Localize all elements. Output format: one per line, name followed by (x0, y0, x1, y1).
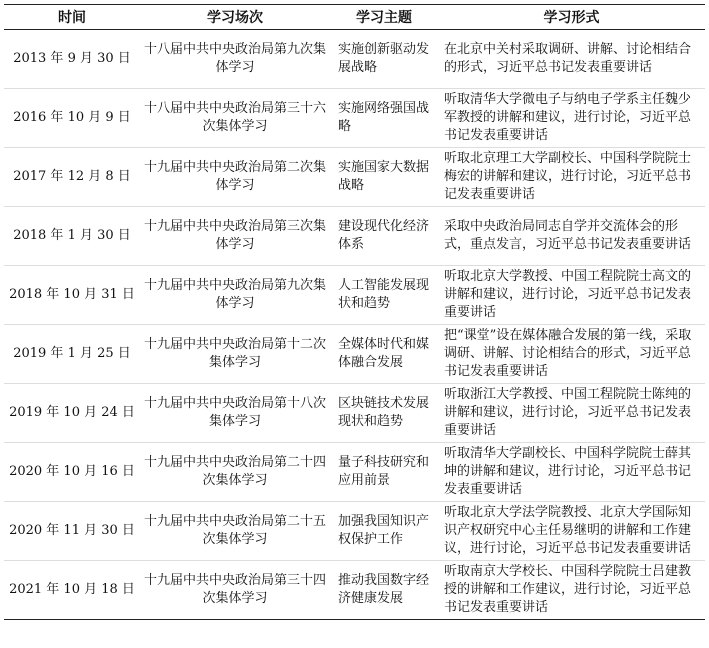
table-row (4, 325, 705, 384)
table-row (4, 89, 705, 148)
cell-topic: 建设现代化经济体系 (330, 207, 438, 266)
cell-topic: 量子科技研究和应用前景 (330, 443, 438, 502)
table-row (4, 384, 705, 443)
table-row (4, 207, 705, 266)
cell-time: 2020 年 11 月 30 日 (4, 502, 140, 561)
table-row (4, 561, 705, 620)
header-session: 学习场次 (140, 5, 330, 30)
table-row (4, 30, 705, 89)
cell-time: 2017 年 12 月 8 日 (4, 148, 140, 207)
cell-time: 2019 年 10 月 24 日 (4, 384, 140, 443)
header-topic: 学习主题 (330, 5, 438, 30)
cell-session: 十九届中共中央政治局第二十五次集体学习 (140, 502, 330, 561)
cell-form: 在北京中关村采取调研、讲解、讨论相结合的形式，习近平总书记发表重要讲话 (438, 30, 705, 89)
cell-time: 2018 年 1 月 30 日 (4, 207, 140, 266)
table-row (4, 443, 705, 502)
cell-session: 十八届中共中央政治局第三十六次集体学习 (140, 89, 330, 148)
cell-topic: 人工智能发展现状和趋势 (330, 266, 438, 325)
cell-session: 十九届中共中央政治局第三次集体学习 (140, 207, 330, 266)
header-form: 学习形式 (438, 5, 705, 30)
cell-topic: 推动我国数字经济健康发展 (330, 561, 438, 620)
cell-time: 2019 年 1 月 25 日 (4, 325, 140, 384)
cell-topic: 实施创新驱动发展战略 (330, 30, 438, 89)
cell-form: 把“课堂”设在媒体融合发展的第一线，采取调研、讲解、讨论相结合的形式，习近平总书记发表重要讲话 (438, 325, 705, 384)
cell-form: 听取北京大学教授、中国工程院院士高文的讲解和建议，进行讨论，习近平总书记发表重要讲话 (438, 266, 705, 325)
table-row (4, 502, 705, 561)
cell-session: 十九届中共中央政治局第二次集体学习 (140, 148, 330, 207)
cell-topic: 实施国家大数据战略 (330, 148, 438, 207)
cell-session: 十九届中共中央政治局第十八次集体学习 (140, 384, 330, 443)
cell-session: 十九届中共中央政治局第九次集体学习 (140, 266, 330, 325)
cell-session: 十八届中共中央政治局第九次集体学习 (140, 30, 330, 89)
cell-time: 2016 年 10 月 9 日 (4, 89, 140, 148)
cell-form: 听取北京大学法学院教授、北京大学国际知识产权研究中心主任易继明的讲解和工作建议，进行讨论，习近平总书记发表重要讲话 (438, 502, 705, 561)
table-row (4, 266, 705, 325)
table-row (4, 148, 705, 207)
cell-form: 采取中央政治局同志自学并交流体会的形式，重点发言，习近平总书记发表重要讲话 (438, 207, 705, 266)
cell-time: 2013 年 9 月 30 日 (4, 30, 140, 89)
cell-time: 2018 年 10 月 31 日 (4, 266, 140, 325)
cell-session: 十九届中共中央政治局第十二次集体学习 (140, 325, 330, 384)
cell-session: 十九届中共中央政治局第二十四次集体学习 (140, 443, 330, 502)
header-time: 时间 (4, 5, 140, 30)
cell-form: 听取清华大学微电子与纳电子学系主任魏少军教授的讲解和建议，进行讨论，习近平总书记发表重要讲话 (438, 89, 705, 148)
cell-topic: 区块链技术发展现状和趋势 (330, 384, 438, 443)
cell-topic: 全媒体时代和媒体融合发展 (330, 325, 438, 384)
study-sessions-table (4, 4, 705, 620)
cell-session: 十九届中共中央政治局第三十四次集体学习 (140, 561, 330, 620)
cell-form: 听取浙江大学教授、中国工程院院士陈纯的讲解和建议，进行讨论，习近平总书记发表重要讲话 (438, 384, 705, 443)
cell-topic: 加强我国知识产权保护工作 (330, 502, 438, 561)
table-header-row (4, 5, 705, 30)
cell-form: 听取北京理工大学副校长、中国科学院院士梅宏的讲解和建议，进行讨论，习近平总书记发表重要讲话 (438, 148, 705, 207)
cell-time: 2021 年 10 月 18 日 (4, 561, 140, 620)
cell-time: 2020 年 10 月 16 日 (4, 443, 140, 502)
cell-form: 听取清华大学副校长、中国科学院院士薛其坤的讲解和建议，进行讨论，习近平总书记发表重要讲话 (438, 443, 705, 502)
cell-form: 听取南京大学校长、中国科学院院士吕建教授的讲解和工作建议，进行讨论，习近平总书记发表重要讲话 (438, 561, 705, 620)
cell-topic: 实施网络强国战略 (330, 89, 438, 148)
